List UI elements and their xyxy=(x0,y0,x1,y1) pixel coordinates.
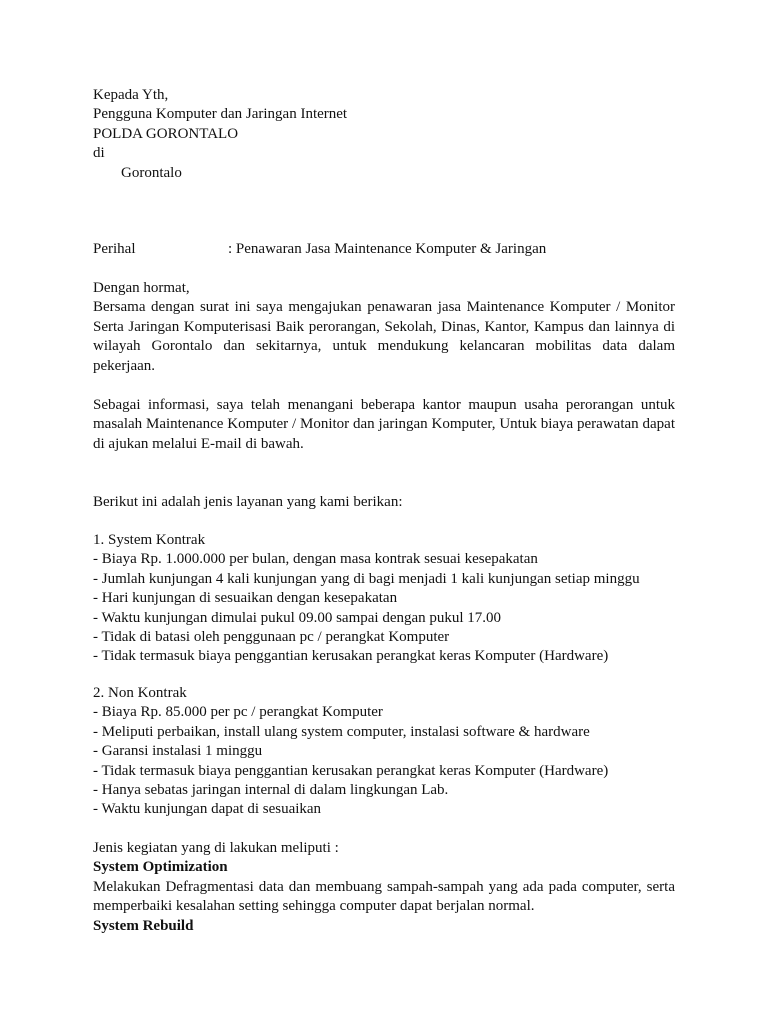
section-title: 1. System Kontrak xyxy=(93,532,206,548)
activities-intro: Jenis kegiatan yang di lakukan meliputi : xyxy=(93,840,339,856)
address-line: Kepada Yth, xyxy=(93,87,169,103)
list-item: - Hanya sebatas jaringan internal di dalam lingkungan Lab. xyxy=(93,782,449,799)
greeting: Dengan hormat, xyxy=(93,280,190,296)
subject-label: Perihal xyxy=(93,241,136,257)
subject-value: : Penawaran Jasa Maintenance Komputer & Jaringan xyxy=(228,241,547,257)
list-item: - Tidak termasuk biaya penggantian kerusakan perangkat keras Komputer (Hardware) xyxy=(93,762,609,779)
list-item: - Tidak di batasi oleh penggunaan pc / perangkat Komputer xyxy=(93,629,450,646)
list-item: - Tidak termasuk biaya penggantian kerusakan perangkat keras Komputer (Hardware) xyxy=(93,648,609,665)
address-line: di xyxy=(93,145,105,162)
paragraph-info: Sebagai informasi, saya telah menangani beberapa kantor maupun usaha perorangan untuk masalah Maintenance Komputer / Monitor dan jaringan Komputer, Untuk biaya perawatan dapat di ajukan melalui E-mail di bawah. xyxy=(93,397,675,452)
opening xyxy=(93,279,675,376)
recipient-address xyxy=(93,86,675,183)
list-item: - Jumlah kunjungan 4 kali kunjungan yang di bagi menjadi 1 kali kunjungan setiap minggu xyxy=(93,570,640,587)
services-intro: Berikut ini adalah jenis layanan yang kami berikan: xyxy=(93,494,403,510)
list-item: - Hari kunjungan di sesuaikan dengan kesepakatan xyxy=(93,590,398,607)
list-item: - Biaya Rp. 1.000.000 per bulan, dengan masa kontrak sesuai kesepakatan xyxy=(93,551,538,568)
list-item: - Meliputi perbaikan, install ulang system computer, instalasi software & hardware xyxy=(93,723,590,740)
list-item: - Biaya Rp. 85.000 per pc / perangkat Komputer xyxy=(93,704,383,721)
paragraph-offer: Bersama dengan surat ini saya mengajukan penawaran jasa Maintenance Komputer / Monitor Serta Jaringan Komputerisasi Baik perorangan, Sekolah, Dinas, Kantor, Kampus dan lainnya di wilayah Gorontalo dan sekitarnya, untuk mendukung kelancaran mobilitas data dalam pekerjaan. xyxy=(93,299,675,374)
address-city: Gorontalo xyxy=(121,164,182,181)
optimization-text: Melakukan Defragmentasi data dan membuang sampah-sampah yang ada pada computer, serta memperbaiki kesalahan setting sehingga computer dapat berjalan normal. xyxy=(93,878,675,915)
heading-optimization: System Optimization xyxy=(93,859,228,876)
heading-rebuild: System Rebuild xyxy=(93,917,194,934)
list-item: - Garansi instalasi 1 minggu xyxy=(93,743,263,760)
address-line: POLDA GORONTALO xyxy=(93,125,239,142)
list-item: - Waktu kunjungan dapat di sesuaikan xyxy=(93,801,322,818)
list-item: - Waktu kunjungan dimulai pukul 09.00 sampai dengan pukul 17.00 xyxy=(93,609,502,626)
section-non-kontrak xyxy=(93,684,675,820)
address-line: Pengguna Komputer dan Jaringan Internet xyxy=(93,106,348,123)
section-title: 2. Non Kontrak xyxy=(93,685,187,701)
activities xyxy=(93,839,675,936)
subject-line xyxy=(93,240,675,259)
section-kontrak xyxy=(93,531,675,667)
